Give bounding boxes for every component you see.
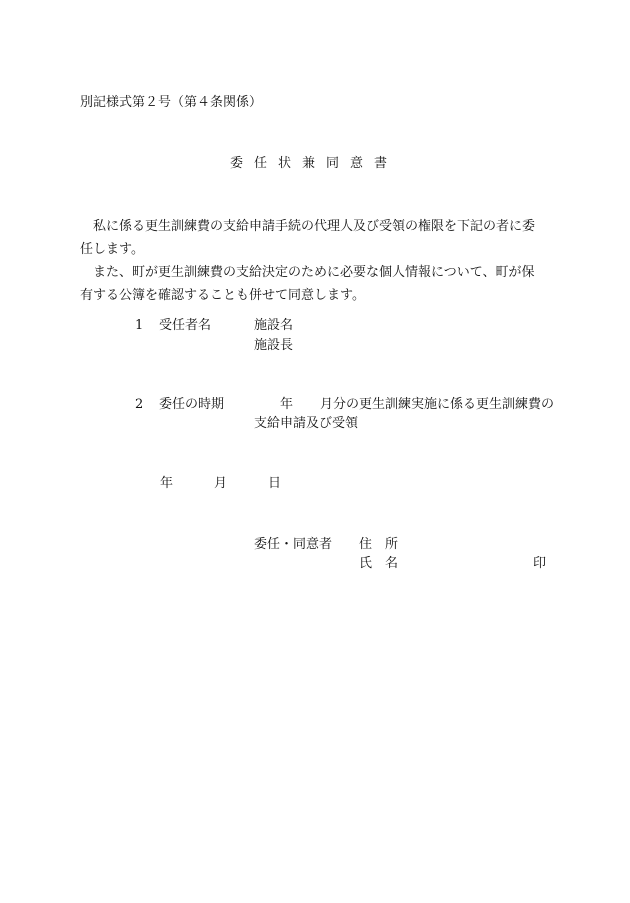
item-2-year-label: 年 xyxy=(280,397,294,412)
item-2-label: 委任の時期 xyxy=(159,397,225,412)
item-2-period-text-line-2: 支給申請及び受領 xyxy=(254,416,359,431)
item-1-number: 1 xyxy=(135,318,144,333)
item-2-number: 2 xyxy=(135,397,144,412)
body-paragraph-1 xyxy=(80,215,550,261)
item-1-label: 受任者名 xyxy=(159,318,212,333)
date-day-label: 日 xyxy=(268,476,282,491)
signer-address-label: 住 所 xyxy=(359,537,399,552)
paragraph-2-line-2: 有する公簿を確認することも併せて同意します。 xyxy=(80,288,365,303)
date-month-label: 月 xyxy=(214,476,228,491)
facility-head-label: 施設長 xyxy=(254,338,294,353)
item-2-period-text: 月分の更生訓練実施に係る更生訓練費の xyxy=(320,397,555,412)
body-paragraph-2 xyxy=(80,261,550,307)
signer-name-label: 氏 名 xyxy=(359,556,399,571)
paragraph-2-line-1: また、町が更生訓練費の支給決定のために必要な個人情報について、町が保 xyxy=(80,265,535,280)
seal-label: 印 xyxy=(533,556,547,571)
paragraph-1-line-2: 任します。 xyxy=(80,242,144,257)
facility-name-label: 施設名 xyxy=(254,318,294,333)
date-year-label: 年 xyxy=(160,476,174,491)
paragraph-1-line-1: 私に係る更生訓練費の支給申請手続の代理人及び受領の権限を下記の者に委 xyxy=(80,219,536,234)
signer-role-label: 委任・同意者 xyxy=(254,537,333,552)
document-title: 委任状兼同意書 xyxy=(230,156,399,171)
form-number: 別記様式第２号（第４条関係） xyxy=(80,95,263,110)
